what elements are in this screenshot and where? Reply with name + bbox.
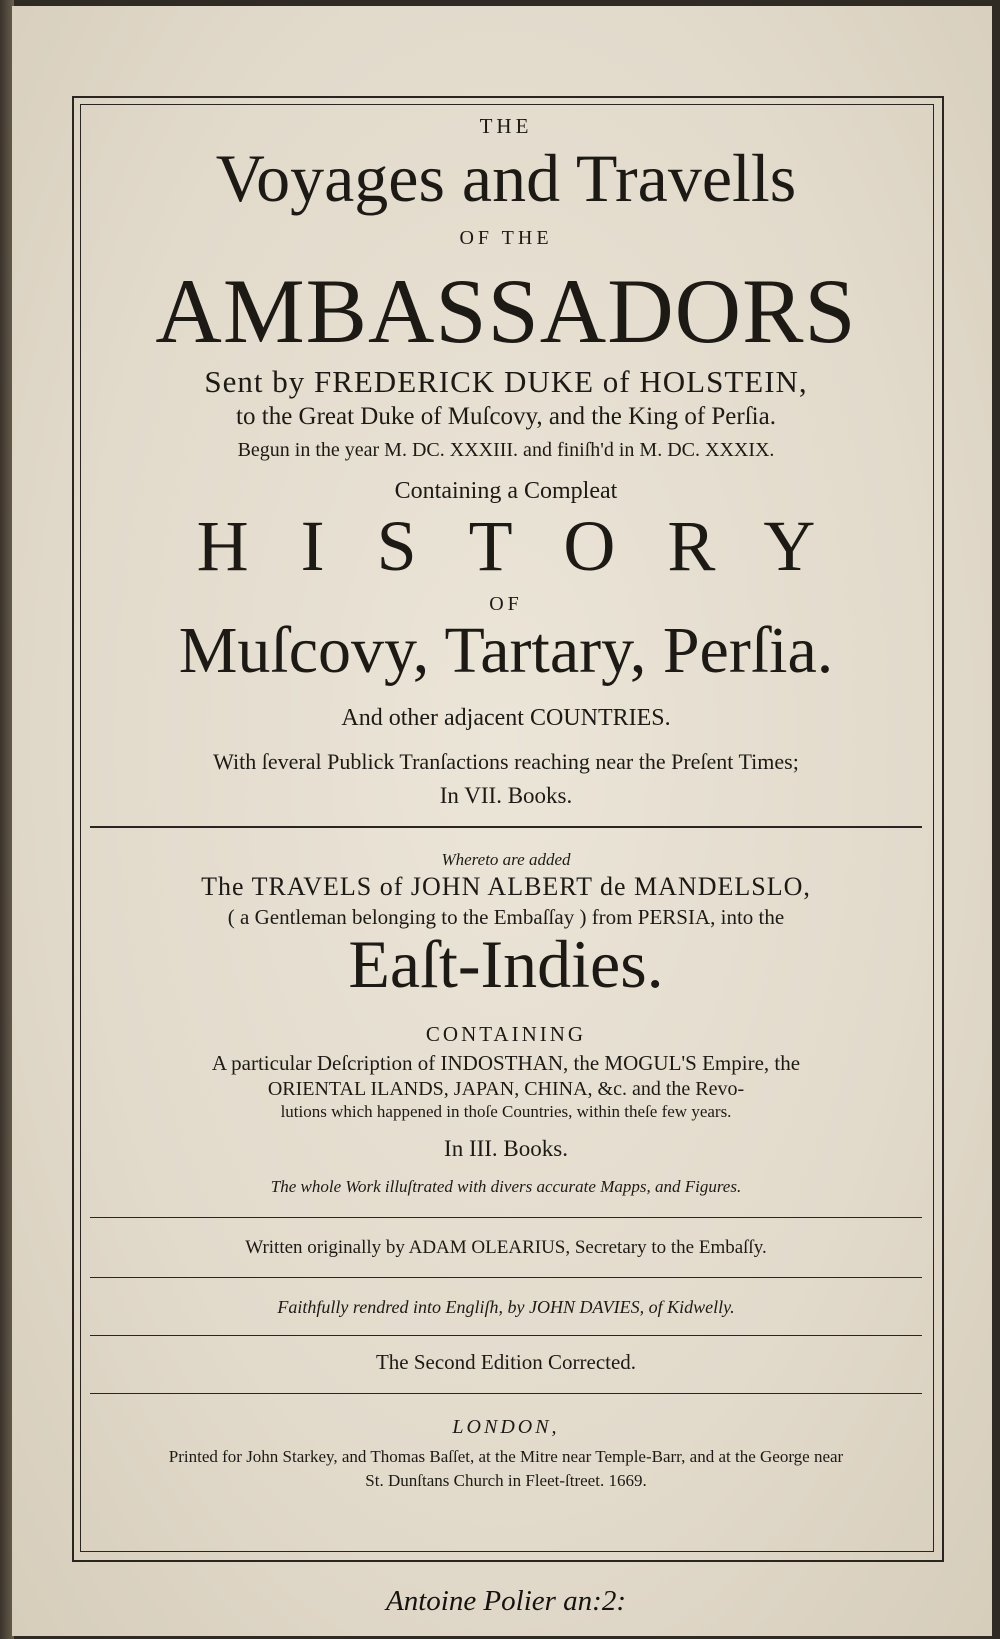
transactions-line: With ſeveral Publick Tranſactions reaching near the Preſent Times; (213, 749, 799, 774)
adjacent-line: And other adjacent COUNTRIES. (341, 705, 671, 731)
containing-line: Containing a Compleat (394, 478, 618, 504)
divider-rule-3 (90, 1277, 922, 1278)
east-indies-heading: Eaſt-Indies. (348, 926, 664, 1002)
divider-rule-4 (90, 1335, 922, 1336)
ambassadors-heading: AMBASSADORS (155, 260, 857, 362)
printed-for-line: Printed for John Starkey, and Thomas Baſſet, at the Mitre near Temple-Barr, and at the George near (168, 1447, 844, 1466)
of-heading: OF (489, 593, 523, 615)
lutions-line: lutions which happened in thoſe Countries, within theſe few years. (280, 1102, 732, 1121)
to-duke-line: to the Great Duke of Muſcovy, and the King of Perſia. (236, 403, 776, 430)
containing-caps-line: CONTAINING (425, 1022, 587, 1046)
begun-line: Begun in the year M. DC. XXXIII. and finiſh'd in M. DC. XXXIX. (237, 439, 775, 461)
dunstans-line: St. Dunſtans Church in Fleet-ſtreet. 1669. (365, 1471, 647, 1490)
handwritten-signature: Antoine Polier an:2: (385, 1585, 626, 1617)
history-heading: HISTORY (196, 506, 868, 586)
rendred-line: Faithfully rendred into Engliſh, by JOHN DAVIES, of Kidwelly. (277, 1297, 735, 1317)
gentleman-line: ( a Gentleman belonging to the Embaſſay ) from PERSIA, into the (227, 905, 785, 929)
edition-line: The Second Edition Corrected. (375, 1350, 637, 1374)
the-heading: THE (479, 114, 533, 138)
oriental-line: ORIENTAL ILANDS, JAPAN, CHINA, &c. and the Revo- (267, 1078, 745, 1100)
divider-rule-1 (90, 826, 922, 828)
sent-by-line: Sent by FREDERICK DUKE of HOLSTEIN, (204, 364, 808, 399)
countries-heading: Muſcovy, Tartary, Perſia. (178, 614, 834, 687)
particular-line: A particular Deſcription of INDOSTHAN, the MOGUL'S Empire, the (211, 1051, 801, 1075)
of-the-heading: OF THE (459, 227, 553, 249)
london-line: LONDON, (452, 1416, 560, 1438)
divider-rule-5 (90, 1393, 922, 1394)
divider-rule-2 (90, 1217, 922, 1218)
whole-work-line: The whole Work illuſtrated with divers accurate Mapps, and Figures. (270, 1177, 742, 1196)
travels-of-line: The TRAVELS of JOHN ALBERT de MANDELSLO, (201, 872, 811, 901)
written-by-line: Written originally by ADAM OLEARIUS, Secretary to the Embaſſy. (245, 1237, 767, 1258)
whereto-line: Whereto are added (441, 850, 571, 869)
main-title: Voyages and Travells (215, 140, 797, 216)
three-books-line: In III. Books. (444, 1136, 568, 1161)
seven-books-line: In VII. Books. (439, 783, 573, 808)
